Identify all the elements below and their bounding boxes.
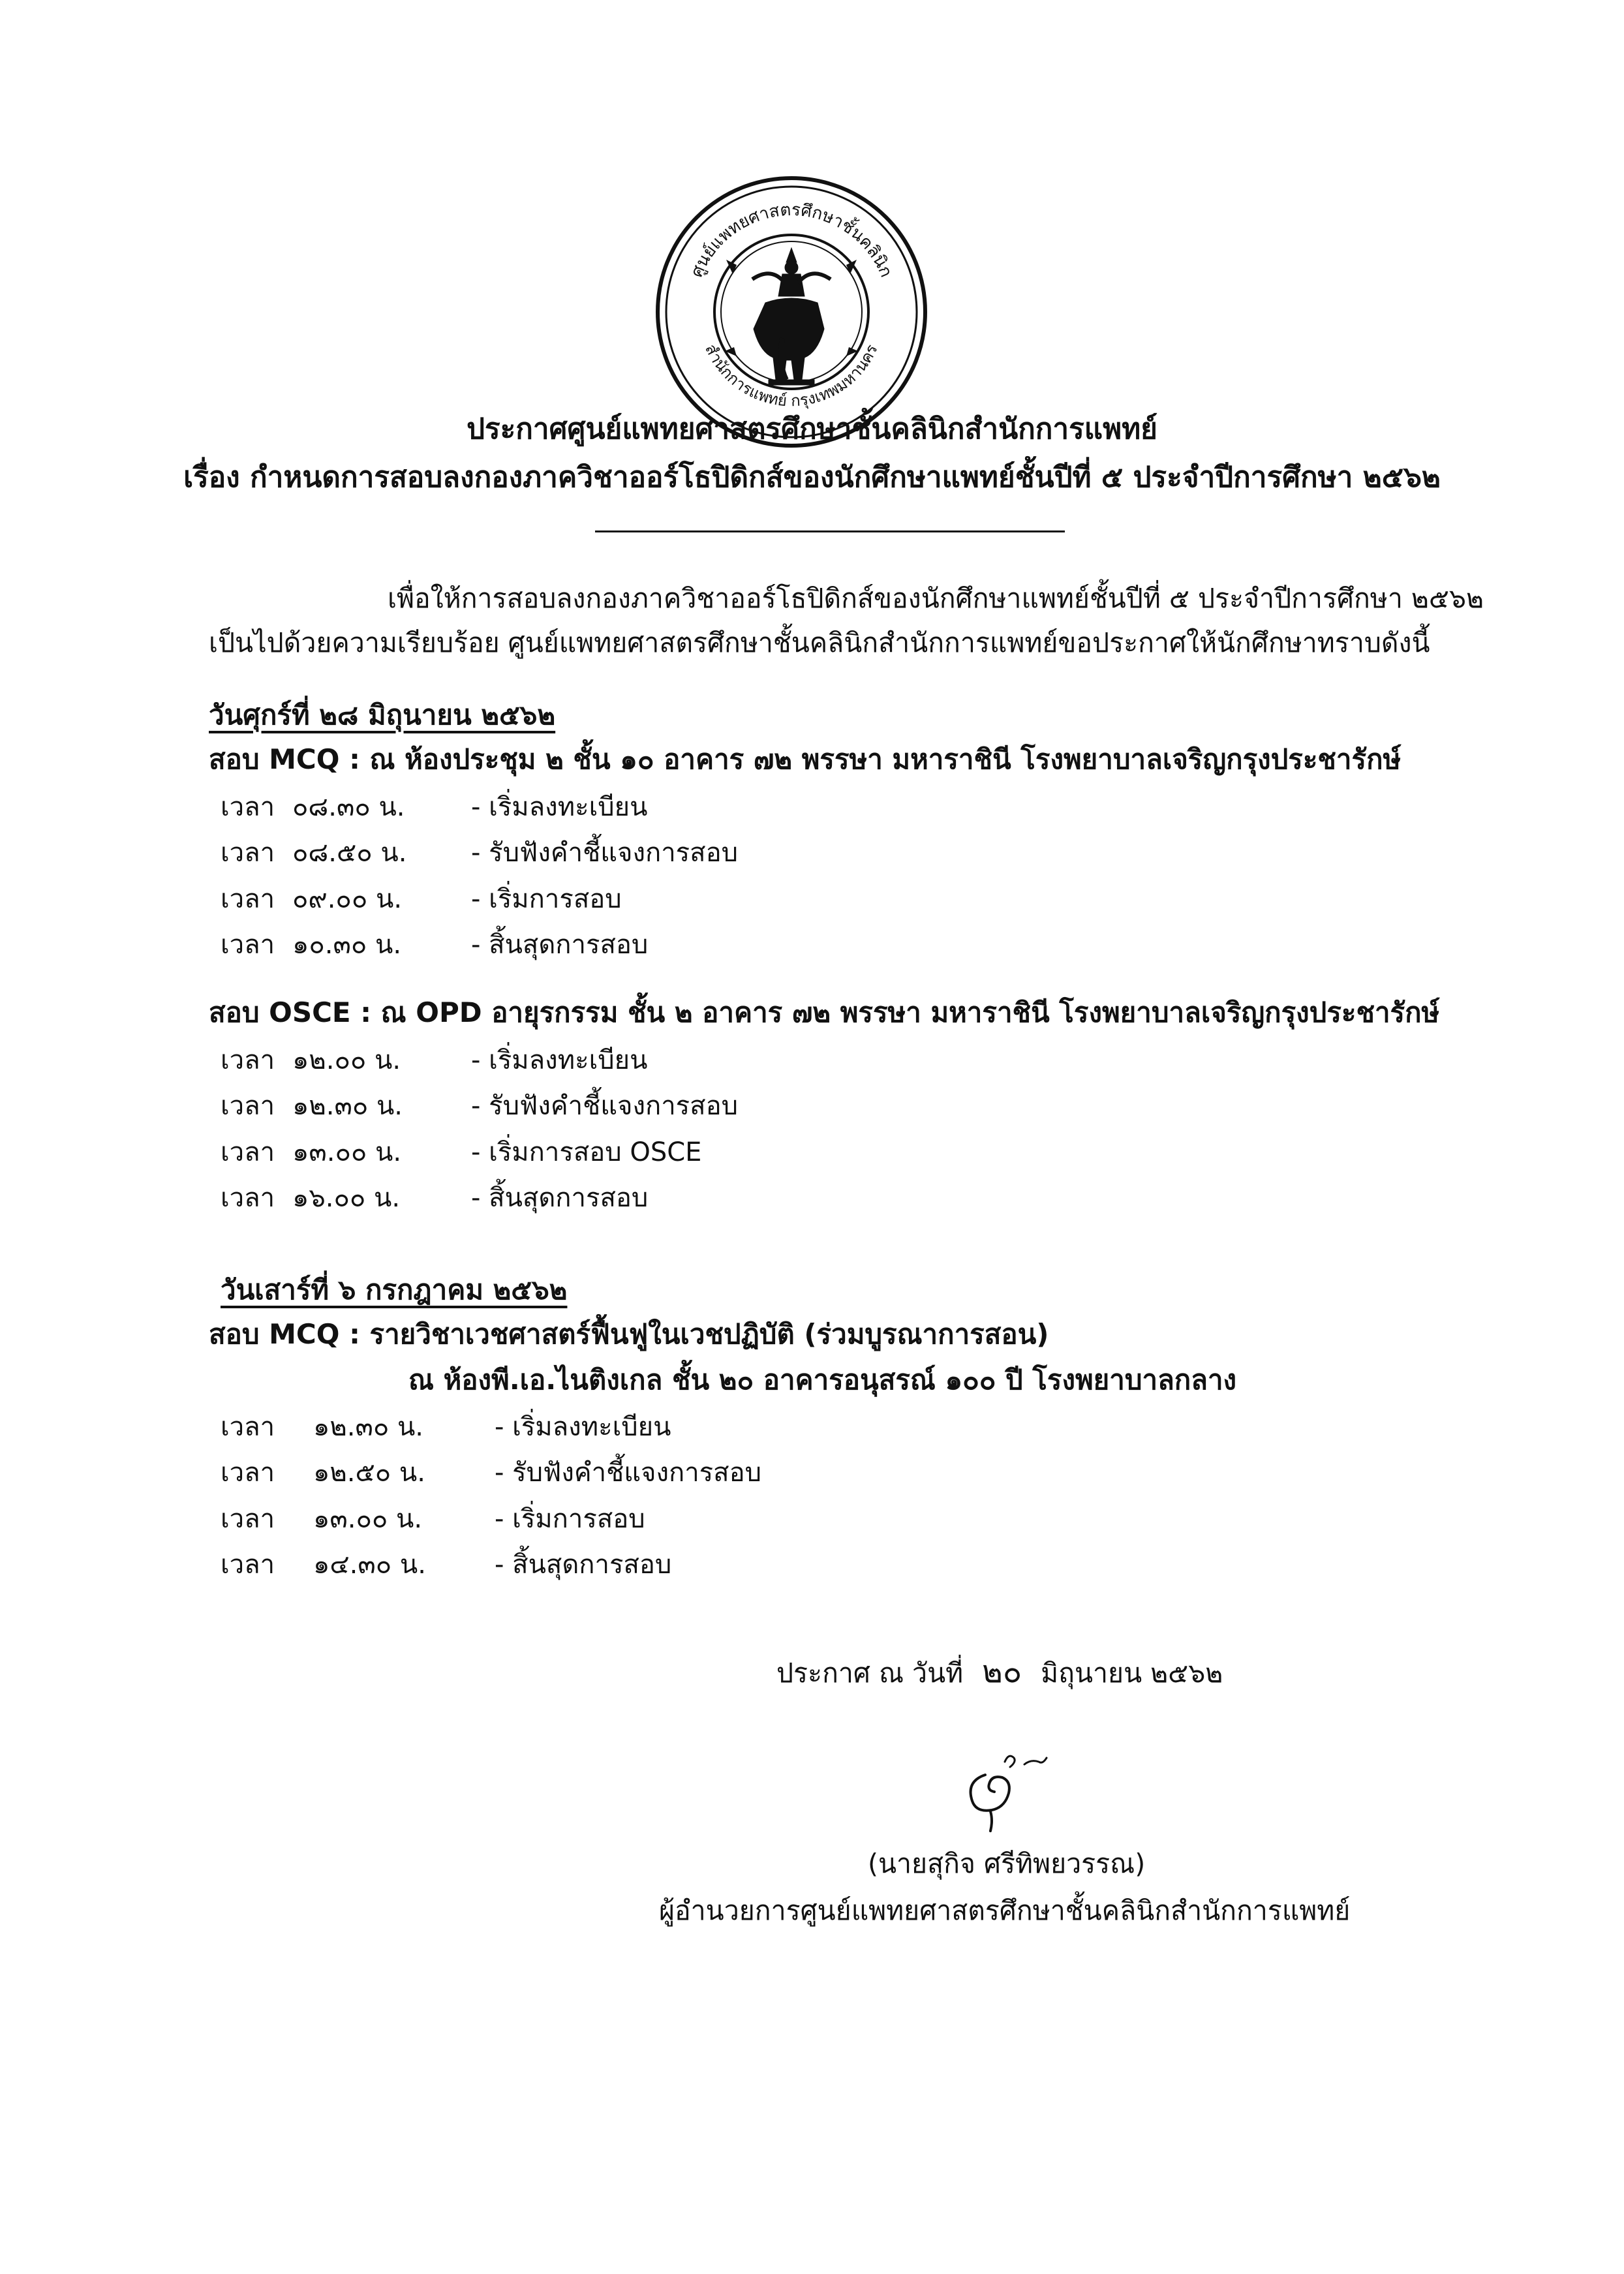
activity: - สิ้นสุดการสอบ bbox=[471, 930, 649, 960]
activity: - เริ่มการสอบ bbox=[495, 1504, 645, 1534]
signer-name: (นายสุกิจ ศรีทิพยวรรณ) bbox=[868, 1848, 1146, 1879]
activity: - รับฟังคำชี้แจงการสอบ bbox=[471, 1091, 738, 1121]
time-value: ๐๙.๐๐ น. bbox=[292, 884, 403, 914]
activity: - เริ่มลงทะเบียน bbox=[495, 1412, 671, 1442]
time-label: เวลา bbox=[221, 1412, 275, 1442]
svg-text:สำนักการแพทย์ กรุงเทพมหานคร: สำนักการแพทย์ กรุงเทพมหานคร bbox=[701, 341, 881, 410]
time-value: ๑๔.๓๐ น. bbox=[313, 1550, 426, 1580]
time-value: ๐๘.๕๐ น. bbox=[292, 838, 407, 868]
activity: - เริ่มลงทะเบียน bbox=[471, 792, 648, 822]
time-label: เวลา bbox=[221, 1091, 275, 1121]
time-value: ๑๒.๐๐ น. bbox=[292, 1045, 401, 1075]
day2-mcq-subject: สอบ MCQ : รายวิชาเวชศาสตร์ฟื้นฟูในเวชปฏิบัติ (ร่วมบูรณาการสอน) bbox=[209, 1318, 1049, 1350]
time-label: เวลา bbox=[221, 1504, 275, 1534]
time-label: เวลา bbox=[221, 884, 275, 914]
header-divider bbox=[595, 530, 1065, 532]
time-label: เวลา bbox=[221, 930, 275, 960]
time-value: ๐๘.๓๐ น. bbox=[292, 792, 405, 822]
time-label: เวลา bbox=[221, 1458, 275, 1488]
time-value: ๑๒.๕๐ น. bbox=[313, 1458, 425, 1488]
day1-mcq-location: สอบ MCQ : ณ ห้องประชุม ๒ ชั้น ๑๐ อาคาร ๗๒ พรรษา มหาราชินี โรงพยาบาลเจริญกรุงประชารักษ์ bbox=[209, 743, 1402, 775]
day2-mcq-location: ณ ห้องพี.เอ.ไนติงเกล ชั้น ๒๐ อาคารอนุสรณ์ ๑๐๐ ปี โรงพยาบาลกลาง bbox=[408, 1364, 1237, 1396]
time-value: ๑๓.๐๐ น. bbox=[313, 1504, 423, 1534]
announce-prefix: ประกาศ ณ วันที่ bbox=[776, 1657, 964, 1689]
time-value: ๑๖.๐๐ น. bbox=[292, 1183, 401, 1213]
time-label: เวลา bbox=[221, 792, 275, 822]
activity: - รับฟังคำชี้แจงการสอบ bbox=[495, 1458, 761, 1488]
day1-osce-location: สอบ OSCE : ณ OPD อายุรกรรม ชั้น ๒ อาคาร ๗๒ พรรษา มหาราชินี โรงพยาบาลเจริญกรุงประชารักษ์ bbox=[209, 996, 1440, 1028]
day1-date-heading: วันศุกร์ที่ ๒๘ มิถุนายน ๒๕๖๒ bbox=[209, 699, 556, 731]
time-label: เวลา bbox=[221, 1183, 275, 1213]
activity: - เริ่มการสอบ bbox=[471, 884, 622, 914]
time-label: เวลา bbox=[221, 1550, 275, 1580]
activity: - สิ้นสุดการสอบ bbox=[471, 1183, 649, 1213]
activity: - รับฟังคำชี้แจงการสอบ bbox=[471, 838, 738, 868]
activity: - เริ่มการสอบ OSCE bbox=[471, 1137, 702, 1167]
time-value: ๑๓.๐๐ น. bbox=[292, 1137, 402, 1167]
day2-date-heading: วันเสาร์ที่ ๖ กรกฎาคม ๒๕๖๒ bbox=[221, 1274, 568, 1306]
time-label: เวลา bbox=[221, 838, 275, 868]
announce-month-year: มิถุนายน ๒๕๖๒ bbox=[1041, 1657, 1223, 1689]
announcement-date bbox=[776, 1647, 1223, 1697]
intro-line-2: เป็นไปด้วยความเรียบร้อย ศูนย์แพทยศาสตรศึกษาชั้นคลินิกสำนักการแพทย์ขอประกาศให้นักศึกษาทราบดังนี้ bbox=[209, 627, 1430, 658]
announce-day: ๒๐ bbox=[982, 1653, 1022, 1690]
announcement-title: ประกาศศูนย์แพทยศาสตรศึกษาชั้นคลินิกสำนักการแพทย์ bbox=[467, 412, 1157, 446]
activity: - สิ้นสุดการสอบ bbox=[495, 1550, 672, 1580]
time-value: ๑๒.๓๐ น. bbox=[313, 1412, 424, 1442]
svg-text:ศูนย์แพทยศาสตรศึกษาชั้นคลินิก: ศูนย์แพทยศาสตรศึกษาชั้นคลินิก bbox=[686, 200, 896, 281]
signer-title: ผู้อำนวยการศูนย์แพทยศาสตรศึกษาชั้นคลินิกสำนักการแพทย์ bbox=[659, 1895, 1351, 1926]
time-label: เวลา bbox=[221, 1137, 275, 1167]
intro-line-1: เพื่อให้การสอบลงกองภาควิชาออร์โธปิดิกส์ของนักศึกษาแพทย์ชั้นปีที่ ๕ ประจำปีการศึกษา ๒๕๖๒ bbox=[388, 583, 1484, 614]
time-value: ๑๐.๓๐ น. bbox=[292, 930, 402, 960]
handwritten-signature bbox=[940, 1749, 1090, 1834]
activity: - เริ่มลงทะเบียน bbox=[471, 1045, 648, 1075]
announcement-subject: เรื่อง กำหนดการสอบลงกองภาควิชาออร์โธปิดิกส์ของนักศึกษาแพทย์ชั้นปีที่ ๕ ประจำปีการศึกษา ๒๕๖๒ bbox=[183, 461, 1441, 494]
time-value: ๑๒.๓๐ น. bbox=[292, 1091, 403, 1121]
time-label: เวลา bbox=[221, 1045, 275, 1075]
